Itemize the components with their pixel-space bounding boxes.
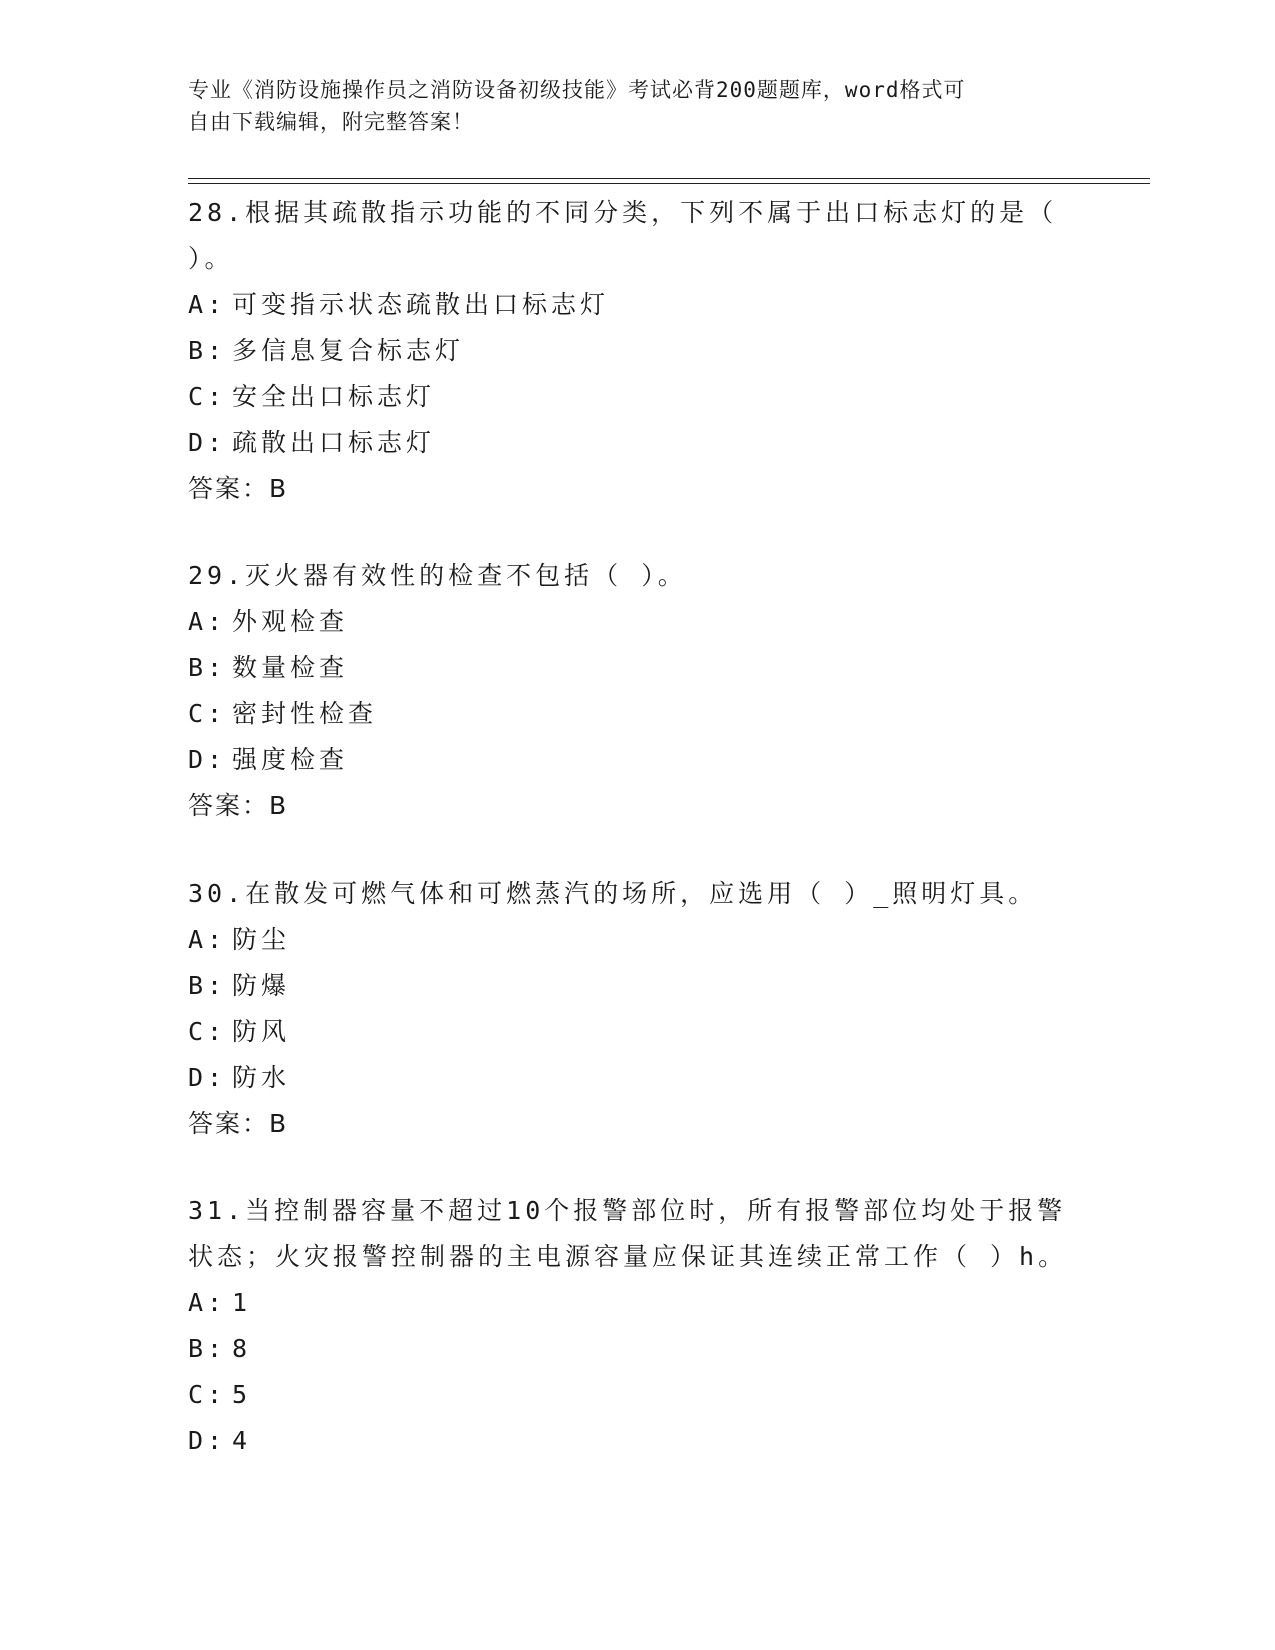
answer: 答案：B bbox=[188, 474, 289, 503]
option-letter: B: bbox=[188, 1334, 227, 1363]
option-text: 4 bbox=[232, 1426, 252, 1455]
option-letter: D: bbox=[188, 745, 227, 774]
option-text: 密封性检查 bbox=[232, 699, 378, 728]
option-letter: C: bbox=[188, 1017, 227, 1046]
option-letter: B: bbox=[188, 653, 227, 682]
option-letter: D: bbox=[188, 1426, 227, 1455]
option-b bbox=[188, 645, 1068, 691]
option-d bbox=[188, 420, 1068, 466]
option-text: 安全出口标志灯 bbox=[232, 382, 436, 411]
header-line-1: 专业《消防设施操作员之消防设备初级技能》考试必背200题题库，word格式可 bbox=[188, 78, 966, 102]
option-text: 防风 bbox=[232, 1017, 291, 1046]
option-a bbox=[188, 599, 1068, 645]
option-c bbox=[188, 691, 1068, 737]
option-letter: B: bbox=[188, 336, 227, 365]
answer: 答案：B bbox=[188, 791, 289, 820]
option-text: 防水 bbox=[232, 1063, 291, 1092]
header-divider-bottom bbox=[188, 183, 1150, 184]
option-letter: A: bbox=[188, 925, 227, 954]
option-a bbox=[188, 917, 1068, 963]
option-letter: A: bbox=[188, 1288, 227, 1317]
option-a bbox=[188, 1280, 1068, 1326]
question-text-line-2: ）。 bbox=[188, 244, 234, 273]
option-d bbox=[188, 1055, 1068, 1101]
option-text: 防爆 bbox=[232, 971, 291, 1000]
question-text-line-1: 31.当控制器容量不超过10个报警部位时，所有报警部位均处于报警 bbox=[188, 1196, 1067, 1225]
option-text: 疏散出口标志灯 bbox=[232, 428, 436, 457]
question-28 bbox=[188, 190, 1068, 512]
document-header bbox=[188, 74, 1068, 138]
option-letter: C: bbox=[188, 382, 227, 411]
option-text: 多信息复合标志灯 bbox=[232, 336, 465, 365]
option-letter: D: bbox=[188, 1063, 227, 1092]
question-text-line-1: 29.灭火器有效性的检查不包括（ ）。 bbox=[188, 561, 687, 590]
option-letter: D: bbox=[188, 428, 227, 457]
option-a bbox=[188, 282, 1068, 328]
option-text: 可变指示状态疏散出口标志灯 bbox=[232, 290, 610, 319]
option-d bbox=[188, 1418, 1068, 1464]
option-text: 8 bbox=[232, 1334, 252, 1363]
question-text-line-1: 28.根据其疏散指示功能的不同分类，下列不属于出口标志灯的是（ bbox=[188, 198, 1058, 227]
option-text: 5 bbox=[232, 1380, 252, 1409]
question-30 bbox=[188, 871, 1068, 1147]
option-letter: C: bbox=[188, 1380, 227, 1409]
option-letter: A: bbox=[188, 607, 227, 636]
option-b bbox=[188, 328, 1068, 374]
question-29 bbox=[188, 553, 1068, 829]
option-d bbox=[188, 737, 1068, 783]
option-c bbox=[188, 1009, 1068, 1055]
option-text: 强度检查 bbox=[232, 745, 349, 774]
question-31 bbox=[188, 1188, 1068, 1464]
option-letter: C: bbox=[188, 699, 227, 728]
answer: 答案：B bbox=[188, 1109, 289, 1138]
option-letter: B: bbox=[188, 971, 227, 1000]
question-text-line-2: 状态；火灾报警控制器的主电源容量应保证其连续正常工作（ ）h。 bbox=[188, 1242, 1068, 1271]
option-c bbox=[188, 374, 1068, 420]
option-text: 外观检查 bbox=[232, 607, 349, 636]
question-text-line-1: 30.在散发可燃气体和可燃蒸汽的场所，应选用（ ）_照明灯具。 bbox=[188, 879, 1038, 908]
option-text: 防尘 bbox=[232, 925, 291, 954]
option-b bbox=[188, 1326, 1068, 1372]
option-b bbox=[188, 963, 1068, 1009]
header-divider-top bbox=[188, 178, 1150, 179]
option-c bbox=[188, 1372, 1068, 1418]
option-text: 1 bbox=[232, 1288, 252, 1317]
option-text: 数量检查 bbox=[232, 653, 349, 682]
option-letter: A: bbox=[188, 290, 227, 319]
header-line-2: 自由下载编辑，附完整答案！ bbox=[188, 110, 474, 134]
